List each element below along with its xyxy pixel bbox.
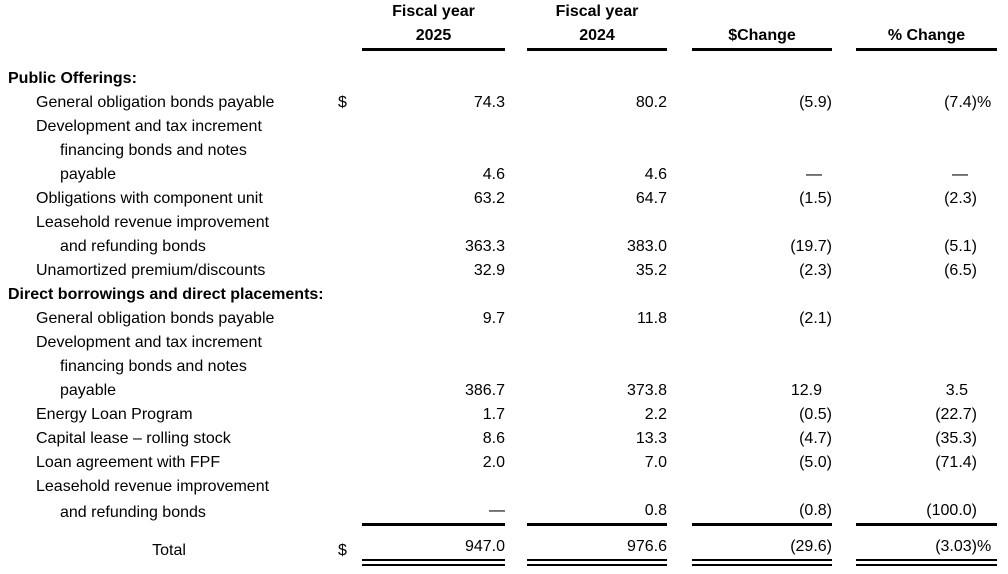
- fiscal-2024-value: [527, 139, 667, 163]
- fiscal-2025-value: [362, 283, 505, 307]
- column-gap: [832, 403, 856, 427]
- column-header-line: 2024: [579, 27, 615, 44]
- section-row: [0, 50, 997, 92]
- row-label: General obligation bonds payable: [36, 310, 275, 327]
- column-gap: [832, 187, 856, 211]
- fiscal-2025-value: 9.7: [482, 310, 505, 327]
- row-label: Development and tax increment: [36, 334, 262, 351]
- percent-change-text: (7.4): [944, 94, 977, 111]
- column-gap: [832, 50, 856, 92]
- item-row: [0, 403, 997, 427]
- row-label: Unamortized premium/discounts: [36, 262, 266, 279]
- column-gap: [667, 499, 692, 525]
- column-gap: [832, 355, 856, 379]
- currency-symbol: [338, 235, 362, 259]
- section-row: [0, 283, 997, 307]
- item-row: [0, 163, 997, 187]
- fiscal-2025-value: 1.7: [482, 406, 505, 423]
- table-header: [0, 0, 997, 50]
- percent-change-value: [856, 139, 997, 163]
- currency-symbol: [338, 403, 362, 427]
- percent-change-value: [856, 50, 997, 92]
- item-row: [0, 259, 997, 283]
- column-gap: [505, 451, 527, 475]
- header-spacer-label: [0, 0, 338, 50]
- fiscal-2024-value: 373.8: [626, 382, 667, 399]
- fiscal-2025-value: 363.3: [464, 238, 505, 255]
- dollar-change-value: [692, 451, 832, 475]
- fiscal-2024-value: [527, 331, 667, 355]
- dollar-change-value: [692, 283, 832, 307]
- row-label: Loan agreement with FPF: [36, 454, 221, 471]
- dollar-change-text: (29.6): [790, 538, 832, 555]
- row-label: payable: [60, 382, 117, 399]
- percent-change-text: (22.7): [935, 406, 977, 423]
- dollar-change-value: [692, 139, 832, 163]
- column-header-fiscal-2024: [527, 0, 667, 50]
- header-spacer-currency: [338, 0, 362, 50]
- column-gap: [667, 91, 692, 115]
- column-gap: [832, 379, 856, 403]
- row-label: Direct borrowings and direct placements:: [8, 286, 324, 303]
- currency-symbol: [338, 139, 362, 163]
- percent-sign: %: [977, 538, 992, 555]
- column-gap: [832, 475, 856, 499]
- column-gap: [667, 283, 692, 307]
- fiscal-2025-value: [362, 475, 505, 499]
- continuation-row: [0, 331, 997, 355]
- percent-sign: %: [977, 94, 992, 111]
- column-gap: [505, 163, 527, 187]
- fiscal-2025-value: 32.9: [473, 262, 505, 279]
- row-label: Public Offerings:: [8, 70, 137, 87]
- column-gap: [505, 283, 527, 307]
- item-row: [0, 379, 997, 403]
- currency-symbol: [338, 259, 362, 283]
- column-gap: [505, 499, 527, 525]
- fiscal-2024-value: 383.0: [626, 238, 667, 255]
- dollar-change-value: [692, 163, 832, 187]
- percent-change-text: (3.03): [935, 538, 977, 555]
- fiscal-2025-value: [362, 115, 505, 139]
- continuation-row: [0, 355, 997, 379]
- item-row: [0, 91, 997, 115]
- column-header-fiscal-2025: [362, 0, 505, 50]
- fiscal-2024-value: 35.2: [635, 262, 667, 279]
- column-gap: [505, 50, 527, 92]
- column-gap: [505, 235, 527, 259]
- fiscal-2024-value: 7.0: [644, 454, 667, 471]
- row-label: payable: [60, 166, 117, 183]
- fiscal-2025-value: 2.0: [482, 454, 505, 471]
- column-gap: [667, 331, 692, 355]
- fiscal-2025-value: 947.0: [362, 525, 505, 563]
- currency-symbol: [338, 50, 362, 92]
- fiscal-2024-value: 13.3: [635, 430, 667, 447]
- column-gap: [667, 163, 692, 187]
- column-gap: [832, 211, 856, 235]
- dollar-change-value: [692, 187, 832, 211]
- fiscal-2025-value: 63.2: [473, 190, 505, 207]
- header-gap: [505, 0, 527, 50]
- dollar-change-text: (19.7): [790, 238, 832, 255]
- fiscal-2024-value: 80.2: [635, 94, 667, 111]
- dollar-change-value: [692, 379, 832, 403]
- dollar-change-value: [692, 331, 832, 355]
- fiscal-2024-value: [527, 211, 667, 235]
- percent-change-value: [856, 307, 997, 331]
- percent-change-text: (71.4): [935, 454, 977, 471]
- column-gap: [832, 499, 856, 525]
- fiscal-2024-value: [527, 475, 667, 499]
- fiscal-2025-value: —: [362, 499, 505, 525]
- dollar-change-value: [692, 499, 832, 525]
- currency-symbol: [338, 355, 362, 379]
- column-gap: [505, 403, 527, 427]
- column-gap: [832, 163, 856, 187]
- dollar-change-value: [692, 259, 832, 283]
- header-gap: [667, 0, 692, 50]
- item-row: [0, 307, 997, 331]
- column-gap: [667, 379, 692, 403]
- item-row: [0, 235, 997, 259]
- fiscal-2025-value: 386.7: [464, 382, 505, 399]
- fiscal-2025-value: 74.3: [473, 94, 505, 111]
- column-gap: [667, 50, 692, 92]
- dollar-change-text: (5.0): [799, 454, 832, 471]
- percent-change-text: (35.3): [935, 430, 977, 447]
- percent-change-value: [856, 403, 997, 427]
- row-label: Total: [152, 541, 186, 559]
- currency-symbol: [338, 427, 362, 451]
- currency-symbol: $: [338, 94, 347, 111]
- column-gap: [832, 331, 856, 355]
- column-gap: [832, 525, 856, 563]
- continuation-row: [0, 211, 997, 235]
- row-label: financing bonds and notes: [60, 358, 247, 375]
- percent-change-value: [856, 379, 997, 403]
- column-gap: [832, 91, 856, 115]
- currency-symbol: [338, 115, 362, 139]
- fiscal-2024-value: 2.2: [644, 406, 667, 423]
- percent-change-value: [856, 163, 997, 187]
- column-gap: [505, 187, 527, 211]
- column-gap: [667, 307, 692, 331]
- currency-symbol: [338, 379, 362, 403]
- column-gap: [667, 475, 692, 499]
- row-label: and refunding bonds: [60, 503, 206, 521]
- dollar-change-value: [692, 403, 832, 427]
- row-label: Development and tax increment: [36, 118, 262, 135]
- fiscal-2025-value: [362, 139, 505, 163]
- fiscal-2024-value: [527, 355, 667, 379]
- column-gap: [505, 427, 527, 451]
- fiscal-2024-value: [527, 283, 667, 307]
- fiscal-2025-value: 4.6: [482, 166, 505, 183]
- row-label: Energy Loan Program: [36, 406, 193, 423]
- percent-change-value: [856, 283, 997, 307]
- column-gap: [832, 307, 856, 331]
- column-gap: [667, 259, 692, 283]
- percent-change-value: [856, 331, 997, 355]
- currency-symbol: [338, 331, 362, 355]
- column-gap: [832, 427, 856, 451]
- column-gap: [832, 259, 856, 283]
- column-gap: [505, 475, 527, 499]
- row-label: Capital lease – rolling stock: [36, 430, 231, 447]
- dollar-change-text: (2.1): [799, 310, 832, 327]
- fiscal-2024-value: 11.8: [637, 310, 667, 327]
- item-row: [0, 499, 997, 525]
- percent-change-value: [856, 451, 997, 475]
- dollar-change-value: [692, 50, 832, 92]
- column-gap: [505, 307, 527, 331]
- fiscal-2025-value: 8.6: [482, 430, 505, 447]
- fiscal-2024-value: 64.7: [635, 190, 667, 207]
- total-row: [0, 525, 997, 563]
- dollar-change-text: (4.7): [799, 430, 832, 447]
- dollar-change-text: (0.5): [799, 406, 832, 423]
- fiscal-2024-value: [527, 50, 667, 92]
- column-gap: [667, 525, 692, 563]
- column-gap: [667, 451, 692, 475]
- percent-change-value: [856, 475, 997, 499]
- percent-change-text: (6.5): [944, 262, 977, 279]
- currency-symbol: [338, 163, 362, 187]
- currency-symbol: [338, 211, 362, 235]
- fiscal-2024-value: [527, 115, 667, 139]
- dollar-change-value: [692, 235, 832, 259]
- column-gap: [832, 283, 856, 307]
- fiscal-2024-value: 0.8: [527, 499, 667, 525]
- column-gap: [505, 379, 527, 403]
- column-gap: [667, 139, 692, 163]
- dollar-change-text: (0.8): [799, 502, 832, 519]
- row-label: Leasehold revenue improvement: [36, 214, 270, 231]
- column-gap: [505, 355, 527, 379]
- column-header-dollar-change: $Change: [692, 0, 832, 50]
- column-gap: [667, 355, 692, 379]
- currency-symbol: [338, 475, 362, 499]
- dollar-change-value: [692, 355, 832, 379]
- column-gap: [832, 139, 856, 163]
- fiscal-2025-value: [362, 211, 505, 235]
- row-label: General obligation bonds payable: [36, 94, 275, 111]
- row-label: Leasehold revenue improvement: [36, 478, 270, 495]
- column-gap: [505, 115, 527, 139]
- column-gap: [832, 451, 856, 475]
- dollar-change-value: [692, 115, 832, 139]
- dollar-change-text: (1.5): [799, 190, 832, 207]
- percent-change-text: (2.3): [944, 190, 977, 207]
- column-gap: [667, 427, 692, 451]
- dollar-change-text: (5.9): [799, 94, 832, 111]
- column-gap: [505, 331, 527, 355]
- dollar-change-value: [692, 91, 832, 115]
- percent-change-value: [856, 91, 997, 115]
- percent-change-value: [856, 525, 997, 563]
- dollar-change-text: (2.3): [799, 262, 832, 279]
- currency-symbol: $: [338, 541, 347, 559]
- column-gap: [667, 211, 692, 235]
- dollar-change-value: [692, 211, 832, 235]
- currency-symbol: [338, 499, 362, 525]
- column-gap: [832, 115, 856, 139]
- header-gap: [832, 0, 856, 50]
- percent-change-value: [856, 187, 997, 211]
- column-gap: [667, 403, 692, 427]
- percent-change-value: [856, 427, 997, 451]
- row-label: financing bonds and notes: [60, 142, 247, 159]
- fiscal-2025-value: [362, 355, 505, 379]
- column-gap: [667, 115, 692, 139]
- currency-symbol: [338, 187, 362, 211]
- column-header-line: 2025: [415, 27, 452, 44]
- column-header-line: Fiscal year: [555, 3, 639, 20]
- continuation-row: [0, 115, 997, 139]
- dollar-change-text: —: [806, 166, 822, 183]
- item-row: [0, 427, 997, 451]
- row-label: and refunding bonds: [60, 238, 206, 255]
- percent-change-text: (5.1): [944, 238, 977, 255]
- percent-change-value: [856, 235, 997, 259]
- column-gap: [505, 139, 527, 163]
- percent-change-value: [856, 211, 997, 235]
- percent-change-text: (100.0): [926, 502, 977, 519]
- fiscal-2025-value: [362, 331, 505, 355]
- percent-change-value: [856, 115, 997, 139]
- dollar-change-text: 12.9: [790, 382, 822, 399]
- percent-change-text: —: [952, 166, 968, 183]
- fiscal-2025-value: [362, 50, 505, 92]
- currency-symbol: [338, 307, 362, 331]
- fiscal-2024-value: 976.6: [527, 525, 667, 563]
- column-gap: [667, 187, 692, 211]
- continuation-row: [0, 475, 997, 499]
- item-row: [0, 187, 997, 211]
- row-label: Obligations with component unit: [36, 190, 263, 207]
- percent-change-value: [856, 355, 997, 379]
- currency-symbol: [338, 451, 362, 475]
- column-header-line: Fiscal year: [392, 3, 475, 20]
- table-body: [0, 50, 997, 563]
- percent-change-value: [856, 259, 997, 283]
- column-gap: [832, 235, 856, 259]
- dollar-change-value: [692, 307, 832, 331]
- dollar-change-value: [692, 427, 832, 451]
- column-gap: [505, 259, 527, 283]
- dollar-change-value: [692, 475, 832, 499]
- currency-symbol: [338, 283, 362, 307]
- dollar-change-value: [692, 525, 832, 563]
- column-gap: [505, 211, 527, 235]
- continuation-row: [0, 139, 997, 163]
- column-gap: [505, 525, 527, 563]
- item-row: [0, 451, 997, 475]
- column-gap: [667, 235, 692, 259]
- fiscal-2024-value: 4.6: [644, 166, 667, 183]
- percent-change-value: [856, 499, 997, 525]
- header-row: [0, 0, 997, 50]
- column-header-percent-change: % Change: [856, 0, 997, 50]
- column-gap: [505, 91, 527, 115]
- percent-change-text: 3.5: [945, 382, 968, 399]
